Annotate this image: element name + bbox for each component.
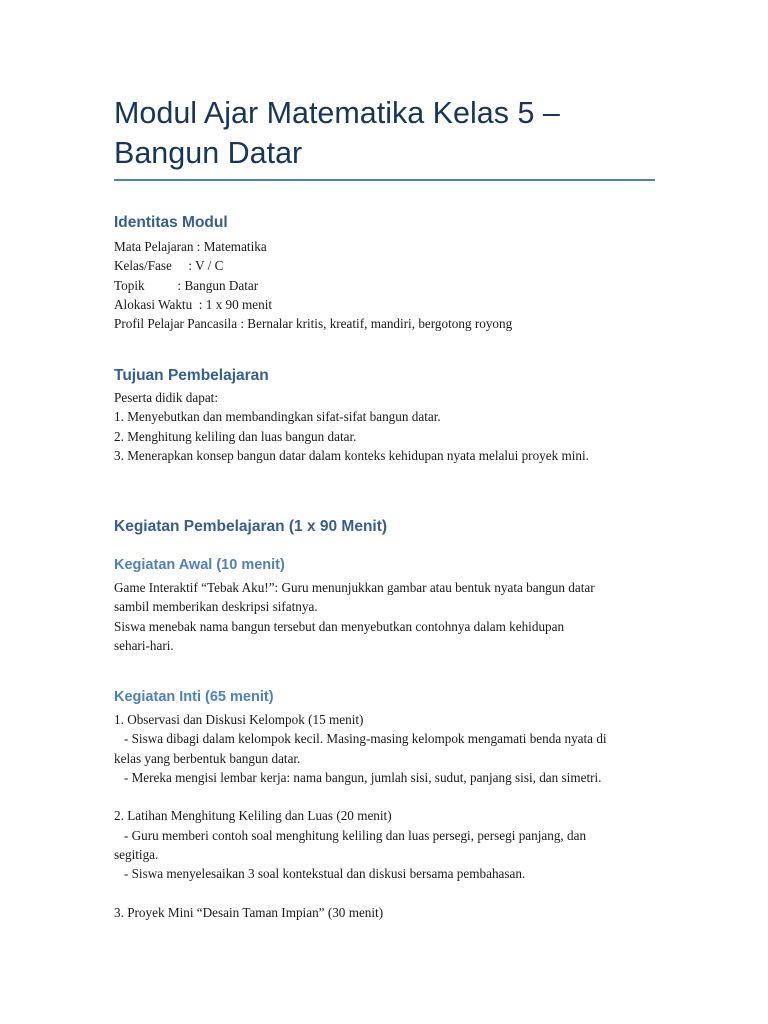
kegiatan-inti-line: kelas yang berbentuk bangun datar. [114,750,301,766]
kegiatan-inti-line: segitiga. [114,847,159,863]
identitas-line: Alokasi Waktu : 1 x 90 menit [114,296,273,312]
title-line-1: Modul Ajar Matematika Kelas 5 – [114,96,560,130]
tujuan-line: Peserta didik dapat: [114,390,219,405]
title-underline [114,179,655,181]
tujuan-line: 2. Menghitung keliling dan luas bangun datar. [114,428,357,444]
identitas-list [114,237,512,333]
kegiatan-inti-line: 2. Latihan Menghitung Keliling dan Luas (20 menit) [114,808,392,824]
heading-identitas-modul: Identitas Modul [114,214,228,231]
heading-kegiatan-awal: Kegiatan Awal (10 menit) [114,557,285,573]
kegiatan-awal-line: sambil memberikan deskripsi sifatnya. [114,599,318,615]
kegiatan-inti-line: 3. Proyek Mini “Desain Taman Impian” (30 menit) [114,904,384,920]
title-line-2: Bangun Datar [114,136,303,170]
identitas-line: Topik : Bangun Datar [114,277,259,293]
identitas-line: Mata Pelajaran : Matematika [114,239,267,254]
tujuan-list [114,388,589,465]
document-title [114,93,659,173]
kegiatan-inti-list [114,710,607,922]
identitas-line: Kelas/Fase : V / C [114,258,224,274]
kegiatan-inti-line: - Mereka mengisi lembar kerja: nama bangun, jumlah sisi, sudut, panjang sisi, dan simetri. [114,769,602,785]
kegiatan-awal-list [114,578,595,655]
kegiatan-inti-line: 1. Observasi dan Diskusi Kelompok (15 menit) [114,712,364,727]
heading-tujuan-pembelajaran: Tujuan Pembelajaran [114,367,269,384]
kegiatan-inti-line [114,787,607,806]
kegiatan-inti-line [114,884,607,903]
kegiatan-awal-line: Game Interaktif “Tebak Aku!”: Guru menunjukkan gambar atau bentuk nyata bangun datar [114,580,595,595]
kegiatan-inti-line: - Guru memberi contoh soal menghitung keliling dan luas persegi, persegi panjang, dan [114,827,587,843]
heading-kegiatan-inti: Kegiatan Inti (65 menit) [114,689,274,705]
kegiatan-inti-line: - Siswa menyelesaikan 3 soal kontekstual dan diskusi bersama pembahasan. [114,866,526,882]
identitas-line: Profil Pelajar Pancasila : Bernalar kritis, kreatif, mandiri, bergotong royong [114,316,513,332]
tujuan-line: 3. Menerapkan konsep bangun datar dalam konteks kehidupan nyata melalui proyek mini. [114,447,589,463]
kegiatan-awal-line: sehari-hari. [114,637,174,653]
kegiatan-awal-line: Siswa menebak nama bangun tersebut dan menyebutkan contohnya dalam kehidupan [114,618,565,634]
kegiatan-inti-line: - Siswa dibagi dalam kelompok kecil. Masing-masing kelompok mengamati benda nyata di [114,731,607,747]
heading-kegiatan-pembelajaran: Kegiatan Pembelajaran (1 x 90 Menit) [114,518,388,535]
tujuan-line: 1. Menyebutkan dan membandingkan sifat-sifat bangun datar. [114,409,441,425]
